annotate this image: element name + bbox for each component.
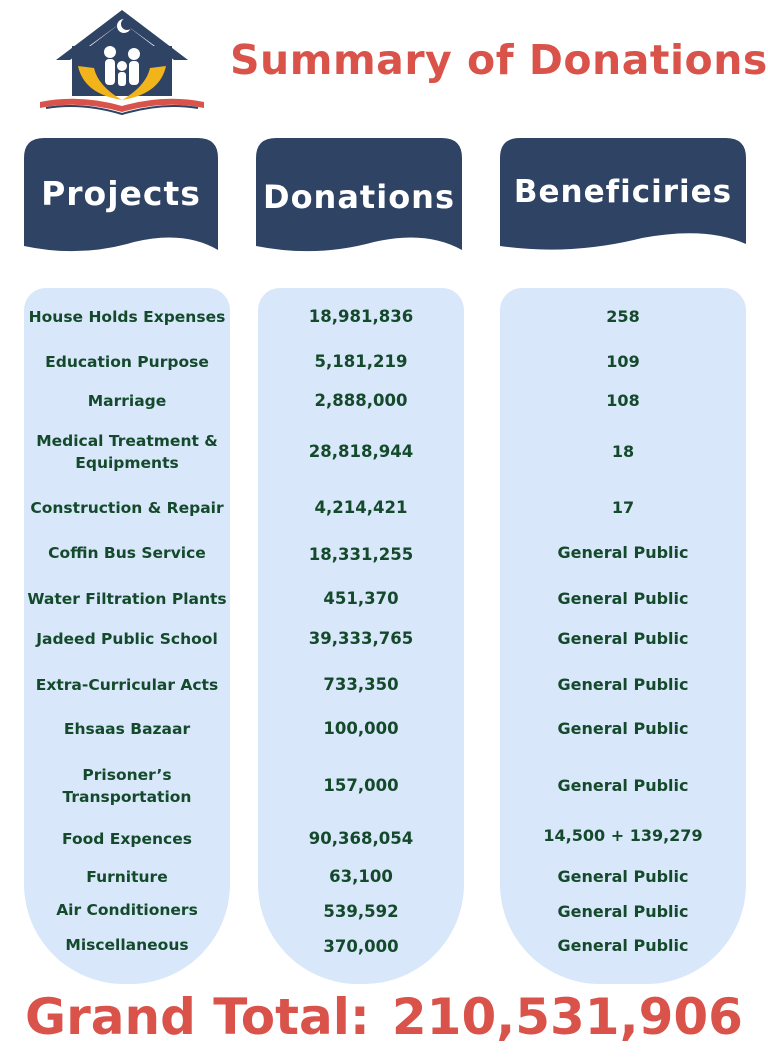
project-cell: Miscellaneous [65,936,189,954]
beneficiaries-cell: General Public [557,719,689,738]
beneficiaries-cell: General Public [557,589,689,608]
project-cell: Air Conditioners [56,901,198,919]
project-cell-line: Equipments [75,454,179,472]
beneficiaries-cell: General Public [557,776,689,795]
beneficiaries-cell: 258 [606,307,640,326]
donation-cell: 539,592 [323,902,399,921]
donation-cell: 157,000 [323,776,399,795]
project-cell: Extra-Curricular Acts [35,676,219,694]
project-cell [24,430,230,474]
page-title: Summary of Donations [230,36,768,84]
donation-cell: 4,214,421 [314,498,408,517]
donation-cell: 100,000 [323,719,399,738]
beneficiaries-cell: General Public [557,629,689,648]
donation-cell: 63,100 [329,867,393,886]
beneficiaries-cell: General Public [557,675,689,694]
donation-cell: 28,818,944 [308,442,414,461]
project-cell: Marriage [87,392,167,410]
project-cell: Coffin Bus Service [48,544,206,562]
donations-header [256,138,462,260]
grand-total [0,988,768,1046]
donation-cell: 5,181,219 [314,352,408,371]
project-cell: Water Filtration Plants [27,590,227,608]
donation-cell: 733,350 [323,675,399,694]
beneficiaries-cell: General Public [557,543,689,562]
beneficiaries-cell: General Public [557,867,689,886]
beneficiaries-cell: General Public [557,936,689,955]
beneficiaries-cell: 108 [606,391,640,410]
donation-cell: 2,888,000 [314,391,408,410]
donation-cell: 39,333,765 [308,629,414,648]
project-cell: Jadeed Public School [36,630,218,648]
project-cell: Ehsaas Bazaar [63,720,191,738]
donation-cell: 451,370 [323,589,399,608]
beneficiaries-cell: 18 [611,442,635,461]
beneficiaries-cell: 14,500 + 139,279 [543,826,703,845]
project-cell: Food Expences [62,830,192,848]
project-cell [24,764,230,808]
donations-header-label: Donations [263,178,455,216]
grand-total-label: Grand Total: [25,988,370,1046]
project-cell-line: Medical Treatment & [36,432,218,450]
donation-cell: 370,000 [323,937,399,956]
organization-logo [38,8,206,120]
project-cell: Education Purpose [45,353,209,371]
projects-header-label: Projects [41,174,201,213]
beneficiaries-cell: 109 [606,352,640,371]
beneficiaries-header [500,138,746,260]
project-cell: House Holds Expenses [28,308,226,326]
project-cell-line: Prisoner’s [82,766,172,784]
project-cell-line: Transportation [62,788,192,806]
donation-cell: 90,368,054 [308,829,414,848]
donation-cell: 18,981,836 [308,307,414,326]
donation-cell: 18,331,255 [308,545,414,564]
beneficiaries-header-label: Beneficiries [513,174,733,210]
grand-total-value: 210,531,906 [391,988,743,1046]
project-cell: Furniture [86,868,168,886]
project-cell: Construction & Repair [30,499,224,517]
beneficiaries-cell: 17 [611,498,635,517]
projects-header [24,138,218,260]
beneficiaries-cell: General Public [557,902,689,921]
